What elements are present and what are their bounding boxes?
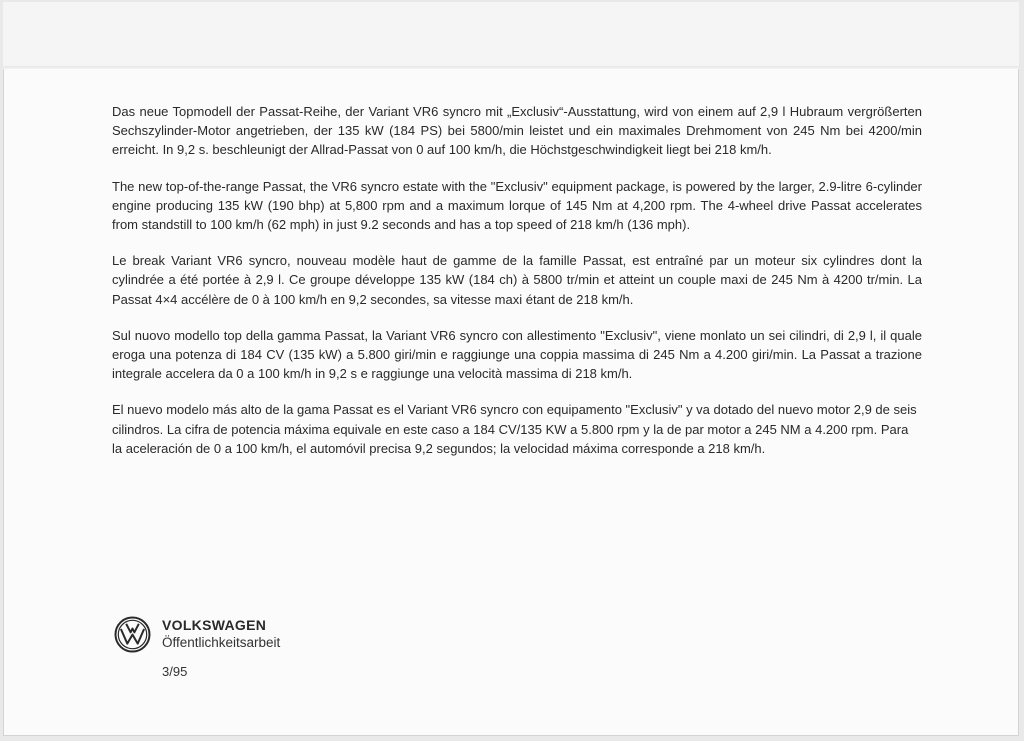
press-text: [112, 102, 922, 475]
vw-logo-icon: [114, 616, 151, 653]
brand-block: [162, 617, 280, 651]
paragraph-english: The new top-of-the-range Passat, the VR6 syncro estate with the "Exclusiv" equipment package, is powered by the larger, 2.9-litre 6-cylinder engine producing 135 kW (190 bhp) at 5,800 rpm and a maximum lorque of 145 Nm at 4,200 rpm. The 4-wheel drive Passat accelerates from standstill to 100 km/h (62 mph) in just 9.2 seconds and has a top speed of 218 km/h (136 mph).: [112, 178, 922, 233]
paragraph-italian: Sul nuovo modello top della gamma Passat, la Variant VR6 syncro con allestimento "Exclusiv", viene monlato un sei cilindri, di 2,9 l, il quale eroga una potenza di 184 CV (135 kW) a 5.800 giri/min e raggiunge una coppia massima di 245 Nm a 4.200 giri/min. La Passat a trazione integrale accelera da 0 a 100 km/h in 9,2 s e raggiunge una velocità massima di 218 km/h.: [112, 327, 922, 382]
paragraph-german: Das neue Topmodell der Passat-Reihe, der Variant VR6 syncro mit „Exclusiv“-Ausstattung, wird von einem auf 2,9 l Hubraum vergrößerten Sechszylinder-Motor angetrieben, der 135 kW (184 PS) bei 5800/min leistet und ein maximales Drehmoment von 245 Nm bei 4200/min erreicht. In 9,2 s. beschleunigt der Allrad-Passat von 0 auf 100 km/h, die Höchstgeschwindigkeit liegt bei 218 km/h.: [112, 104, 922, 158]
issue-date: 3/95: [162, 664, 188, 679]
paragraph-spanish: El nuevo modelo más alto de la gama Passat es el Variant VR6 syncro con equipamento "Exclusiv" y va dotado del nuevo motor 2,9 de seis cilindros. La cifra de potencia máxima equivale en este caso a 184 CV/135 KW a 5.800 rpm y la de par motor a 245 NM a 4.200 rpm. Para la aceleración de 0 a 100 km/h, el automóvil precisa 9,2 segundos; la velocidad máxima corresponde a 218 km/h.: [112, 402, 917, 456]
paragraph-french: Le break Variant VR6 syncro, nouveau modèle haut de gamme de la famille Passat, est entraîné par un moteur six cylindres dont la cylindrée a été portée à 2,9 l. Ce groupe développe 135 kW (184 ch) à 5800 tr/min et atteint un couple maxi de 245 Nm à 4200 tr/min. La Passat 4×4 accélère de 0 à 100 km/h en 9,2 secondes, sa vitesse maxi étant de 218 km/h.: [112, 253, 922, 307]
department-name: Öffentlichkeitsarbeit: [162, 635, 281, 650]
page-top-band: [3, 2, 1019, 67]
page-crease: [3, 66, 1019, 69]
brand-name: VOLKSWAGEN: [162, 617, 267, 633]
